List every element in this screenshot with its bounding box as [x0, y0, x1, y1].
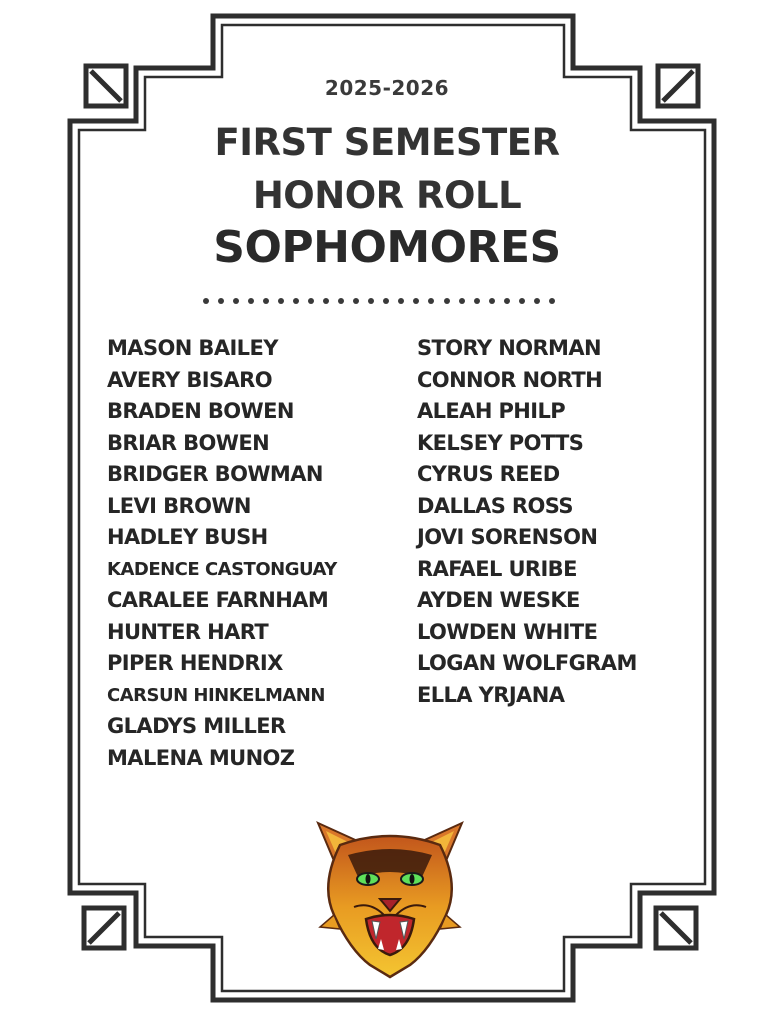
corner-square-slash-icon [84, 908, 124, 948]
student-name: ELLA YRJANA [417, 682, 565, 707]
student-name: ALEAH PHILP [417, 399, 566, 423]
student-name: HUNTER HART [107, 619, 269, 644]
student-name: CARSUN HINKELMANN [107, 684, 325, 706]
student-name: CYRUS REED [417, 462, 560, 486]
student-name: MASON BAILEY [107, 336, 278, 360]
student-name: LOWDEN WHITE [417, 619, 598, 644]
student-name: AVERY BISARO [107, 367, 272, 392]
student-name: LEVI BROWN [107, 493, 251, 518]
title-honor-roll: HONOR ROLL [252, 174, 522, 217]
student-name: BRADEN BOWEN [107, 399, 294, 423]
corner-square-slash-icon [656, 908, 696, 948]
student-name: KELSEY POTTS [417, 430, 584, 455]
student-name: STORY NORMAN [417, 336, 601, 360]
title-first-semester: FIRST SEMESTER [214, 121, 560, 164]
names-column-left [107, 333, 382, 774]
school-year: 2025-2026 [324, 76, 450, 100]
student-name: MALENA MUNOZ [107, 745, 295, 770]
dotted-divider [203, 298, 555, 304]
student-name: LOGAN WOLFGRAM [417, 651, 637, 675]
student-name: CARALEE FARNHAM [107, 588, 329, 612]
student-name: GLADYS MILLER [107, 714, 286, 738]
student-name: BRIAR BOWEN [107, 430, 270, 455]
wildcat-mascot-icon [310, 815, 470, 980]
student-name: AYDEN WESKE [417, 588, 580, 612]
student-name: CONNOR NORTH [417, 367, 603, 392]
student-name: BRIDGER BOWMAN [107, 462, 323, 486]
names-column-right [417, 333, 677, 711]
student-name: HADLEY BUSH [107, 525, 268, 549]
student-name: PIPER HENDRIX [107, 651, 283, 675]
grade-heading: SOPHOMORES [213, 222, 561, 273]
student-name: KADENCE CASTONGUAY [107, 558, 337, 580]
student-name: RAFAEL URIBE [417, 556, 577, 581]
student-name: DALLAS ROSS [417, 493, 573, 518]
student-name: JOVI SORENSON [417, 525, 598, 549]
